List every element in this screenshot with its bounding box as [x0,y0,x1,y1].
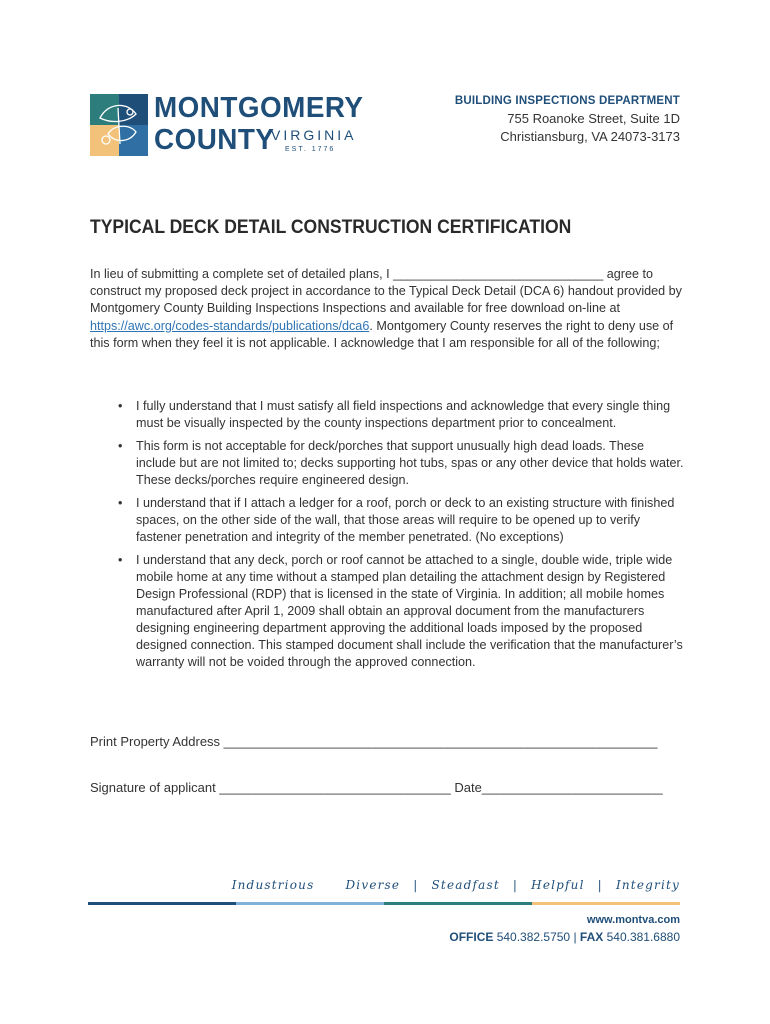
fax-number: 540.381.6880 [606,930,680,944]
county-values [232,878,680,892]
county-logo [90,92,364,158]
date-field[interactable]: Date_________________________ [454,780,663,795]
website-link[interactable]: www.montva.com [586,914,680,926]
department-street: 755 Roanoke Street, Suite 1D [507,111,680,126]
acknowledgement-list [118,398,684,677]
established-year: EST. 1776 [285,146,336,153]
department-city: Christiansburg, VA 24073-3173 [500,129,680,144]
phone-fax-line: OFFICE 540.382.5750 | FAX 540.381.6880 [449,930,680,944]
fax-label: FAX [579,930,604,944]
footer-bar-gold [532,902,680,905]
county-name-line2: COUNTY [154,124,275,156]
intro-text-start: In lieu of submitting a complete set of detailed plans, I ______________________________ agree to construct my proposed deck project in accordance to the Typical Deck Detail (DCA 6) handout provided by Montgomery County Building Inspections Inspections and available for free download on-line at [90,267,682,316]
list-item [118,552,684,671]
state-name: VIRGINIA [271,127,357,143]
value-helpful: Helpful [531,878,585,892]
list-item-text: I understand that if I attach a ledger for a roof, porch or deck to an existing structure with finished spaces, on the other side of the wall, that those areas will require to be opened up to verify fastener penetration and integrity of the member penetrated. (No exceptions) [136,496,675,544]
intro-paragraph [90,266,682,352]
department-name: BUILDING INSPECTIONS DEPARTMENT [454,95,680,107]
value-diverse: Diverse [345,878,401,892]
bullet-icon: • [118,399,123,413]
value-separator: | [413,878,419,892]
value-integrity: Integrity [615,878,680,892]
bullet-icon: • [118,439,123,453]
value-separator: | [597,878,603,892]
office-number: 540.382.5750 [496,930,571,944]
footer-divider [88,902,680,905]
list-item [118,398,684,432]
signature-field[interactable]: Signature of applicant ________________________________ [90,780,451,795]
value-separator [327,878,332,892]
list-item [118,438,684,489]
value-industrious: Industrious [231,878,315,892]
signature-date-row [90,780,663,795]
list-item-text: I understand that any deck, porch or roof cannot be attached to a single, double wide, triple wide mobile home at any time without a stamped plan detailing the attachment design by Registered Design Professional (RDP) that is licensed in the state of Virginia. In addition; all mobile homes manufactured after April 1, 2009 shall obtain an approval document from the manufacturers designing engineering department approving the additional loads imposed by the proposed designed connection. This stamped document shall include the verification that the manufacturer’s warranty will not be voided through the approved connection. [136,553,683,669]
document-title: TYPICAL DECK DETAIL CONSTRUCTION CERTIFICATION [90,216,572,238]
footer-bar-light-blue [236,902,384,905]
intro-text-end: . Montgomery County reserves the right to deny use of this form when they feel it is not applicable. I acknowledge that I am responsible for all of the following; [90,318,674,350]
value-steadfast: Steadfast [431,878,500,892]
office-label: OFFICE [449,930,494,944]
county-name-line1: MONTGOMERY [154,92,364,124]
footer-bar-teal [384,902,532,905]
property-address-field[interactable]: Print Property Address ____________________________________________________________ [90,734,658,749]
bullet-icon: • [118,553,123,567]
footer-bar-navy [88,902,236,905]
dca6-link[interactable]: https://awc.org/codes-standards/publications/dca6 [90,318,370,333]
list-item-text: I fully understand that I must satisfy all field inspections and acknowledge that every single thing must be visually inspected by the county inspections department prior to concealment. [136,399,671,430]
bullet-icon: • [118,496,123,510]
list-item [118,495,684,546]
value-separator: | [512,878,519,892]
department-address [455,92,680,146]
contact-info [449,912,680,946]
county-seal-icon [90,94,148,156]
list-item-text: This form is not acceptable for deck/porches that support unusually high dead loads. These include but are not limited to; decks supporting hot tubs, spas or any other device that holds water. These decks/porches require engineered design. [136,439,684,487]
